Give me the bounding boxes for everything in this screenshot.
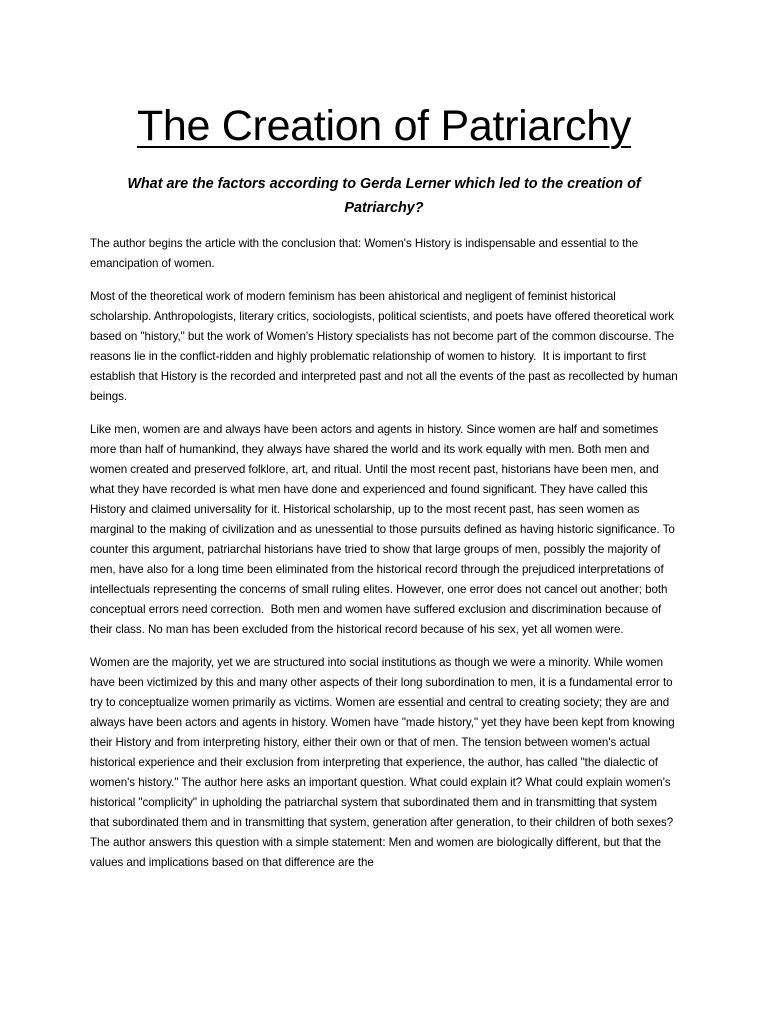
document-body	[90, 234, 681, 886]
paragraph-3: Like men, women are and always have been actors and agents in history. Since women are half and sometimes more than half of humankind, they always have shared the world and its work equally with men. Both men and women created and preserved folklore, art, and ritual. Until the most recent past, historians have been men, and what they have recorded is what men have done and experienced and found significant. They have called this History and claimed universality for it. Historical scholarship, up to the most recent past, has seen women as marginal to the making of civilization and as unessential to those pursuits defined as having historic significance. To counter this argument, patriarchal historians have tried to show that large groups of men, possibly the majority of men, have also for a long time been eliminated from the historical record through the prejudiced interpretations of intellectuals representing the concerns of small ruling elites. However, one error does not cancel out another; both conceptual errors need correction. Both men and women have suffered exclusion and discrimination because of their class. No man has been excluded from the historical record because of his sex, yet all women were.	[90, 423, 678, 636]
paragraph-4: Women are the majority, yet we are structured into social institutions as though we were a minority. While women have been victimized by this and many other aspects of their long subordination to men, it is a fundamental error to try to conceptualize women primarily as victims. Women are essential and central to creating society; they are and always have been actors and agents in history. Women have "made history," yet they have been kept from knowing their History and from interpreting history, either their own or that of men. The tension between women's actual historical experience and their exclusion from interpreting that experience, the author, has called "the dialectic of women's history." The author here asks an important question. What could explain it? What could explain women's historical "complicity" in upholding the patriarchal system that subordinated them and in transmitting that system that subordinated them and in transmitting that system, generation after generation, to their children of both sexes? The author answers this question with a simple statement: Men and women are biologically different, but that the values and implications based on that difference are the	[90, 656, 678, 869]
document-title: The Creation of Patriarchy	[136, 102, 632, 150]
question-heading: What are the factors according to Gerda Lerner which led to the creation of Patriarchy?	[127, 176, 641, 216]
paragraph-1: The author begins the article with the conclusion that: Women's History is indispensable and essential to the emancipation of women.	[90, 237, 642, 270]
paragraph-2: Most of the theoretical work of modern feminism has been ahistorical and negligent of feminist historical scholarship. Anthropologists, literary critics, sociologists, political scientists, and poets have offered theoretical work based on "history," but the work of Women's History specialists has not become part of the common discourse. The reasons lie in the conflict-ridden and highly problematic relationship of women to history. It is important to first establish that History is the recorded and interpreted past and not all the events of the past as recollected by human beings.	[90, 290, 681, 403]
